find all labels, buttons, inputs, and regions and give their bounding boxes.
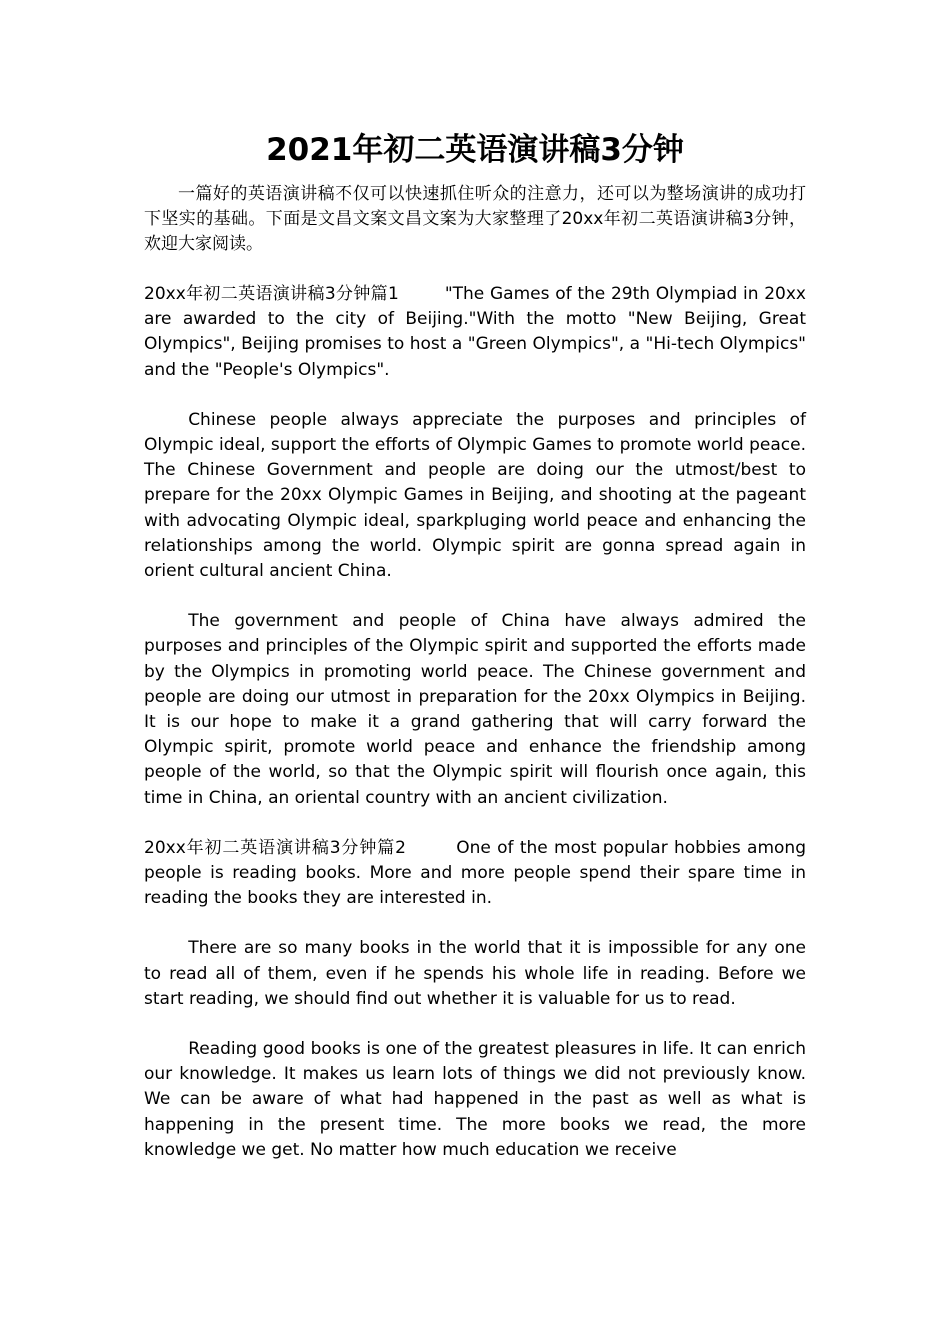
section-2-lead-text: One of the most popular hobbies among people is reading books. More and more people spend their spare time in reading the books they are interested in. <box>144 837 807 909</box>
intro-paragraph: 一篇好的英语演讲稿不仅可以快速抓住听众的注意力，还可以为整场演讲的成功打下坚实的基础。下面是文昌文案文昌文案为大家整理了20xx年初二英语演讲稿3分钟，欢迎大家阅读。 <box>144 184 806 254</box>
document-body <box>144 128 806 1163</box>
section-1-lead-text: "The Games of the 29th Olympiad in 20xx are awarded to the city of Beijing."With the motto "New Beijing, Great Olympics", Beijing promises to host a "Green Olympics", a "Hi-tech Olympics" and the "People's Olympics". <box>144 284 806 380</box>
heading-spacer <box>399 284 445 304</box>
section-1-paragraph-1: Chinese people always appreciate the purposes and principles of Olympic ideal, support the efforts of Olympic Games to promote world peace. The Chinese Government and people are doing our the utmost/best to prepare for the 20xx Olympic Games in Beijing, and shooting at the pageant with advocating Olympic ideal, sparkpluging world peace and enhancing the relationships among the world. Olympic spirit are gonna spread again in orient cultural ancient China. <box>144 409 806 582</box>
section-1-paragraph-2: The government and people of China have always admired the purposes and principles of the Olympic spirit and supported the efforts made by the Olympics in promoting world peace. The Chinese government and people are doing our utmost in preparation for the 20xx Olympics in Beijing. It is our hope to make it a grand gathering that will carry forward the Olympic spirit, promote world peace and enhance the friendship among people of the world, so that the Olympic spirit will flourish once again, this time in China, an oriental country with an ancient civilization. <box>144 611 806 808</box>
page-title: 2021年初二英语演讲稿3分钟 <box>266 132 684 168</box>
section-2-heading: 20xx年初二英语演讲稿3分钟篇2 <box>144 837 406 858</box>
heading-spacer <box>406 838 456 858</box>
paragraph-gap <box>144 1012 806 1037</box>
paragraph-gap <box>144 383 806 408</box>
section-2-paragraph-2: Reading good books is one of the greatest pleasures in life. It can enrich our knowledge. It makes us learn lots of things we did not previously know. We can be aware of what had happened in the past as well as what is happening in the present time. The more books we read, the more knowledge we get. No matter how much education we receive <box>144 1039 806 1160</box>
section-1 <box>144 282 806 811</box>
section-1-lead-paragraph <box>144 282 806 383</box>
paragraph-gap <box>144 584 806 609</box>
section-2 <box>144 836 806 1163</box>
section-2-lead-paragraph <box>144 836 806 912</box>
section-2-paragraph-1: There are so many books in the world that it is impossible for any one to read all of them, even if he spends his whole life in reading. Before we start reading, we should find out whether it is valuable for us to read. <box>144 938 806 1009</box>
section-1-heading: 20xx年初二英语演讲稿3分钟篇1 <box>144 284 399 304</box>
paragraph-gap <box>144 911 806 936</box>
